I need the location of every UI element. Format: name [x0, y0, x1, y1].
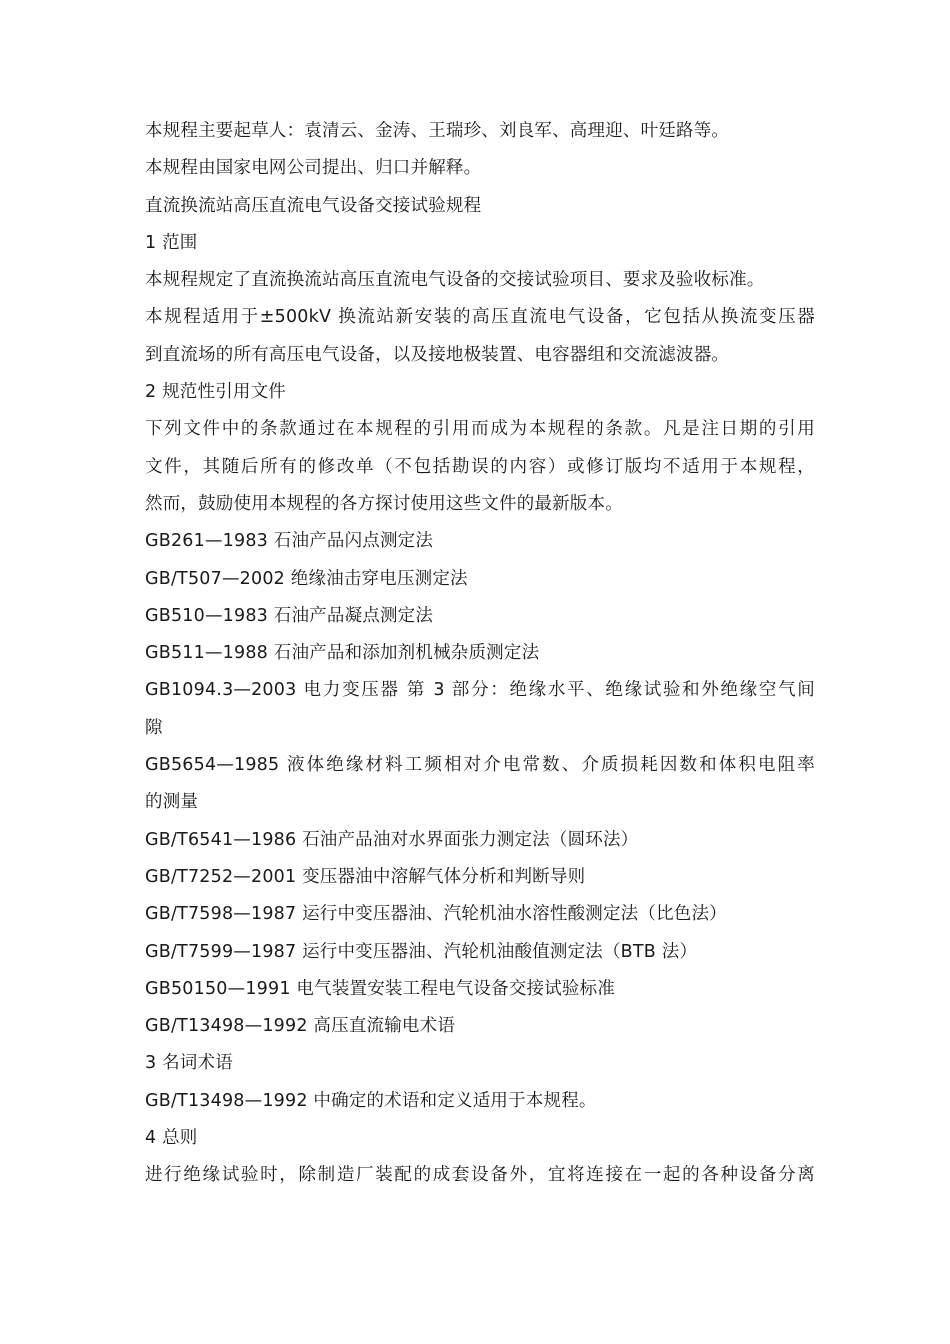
- reference-item-continuation: 隙: [145, 717, 163, 738]
- reference-item: GB5654—1985 液体绝缘材料工频相对介电常数、介质损耗因数和体积电阻率: [145, 755, 815, 776]
- scope-paragraph-line: 本规程适用于±500kV 换流站新安装的高压直流电气设备，它包括从换流变压器: [145, 307, 815, 328]
- general-paragraph-line: 进行绝缘试验时，除制造厂装配的成套设备外，宜将连接在一起的各种设备分离: [145, 1165, 815, 1186]
- reference-item: GB261—1983 石油产品闪点测定法: [145, 531, 434, 552]
- scope-paragraph-line: 到直流场的所有高压电气设备，以及接地极装置、电容器组和交流滤波器。: [145, 344, 730, 365]
- reference-item: GB511—1988 石油产品和添加剂机械杂质测定法: [145, 643, 540, 664]
- drafters-line: 本规程主要起草人：袁清云、金涛、王瑞珍、刘良军、高理迎、叶廷路等。: [145, 121, 730, 141]
- reference-item: GB/T13498—1992 高压直流输电术语: [145, 1016, 456, 1037]
- section-heading-scope: 1 范围: [145, 232, 198, 253]
- section-heading-terms: 3 名词术语: [145, 1053, 233, 1074]
- terms-paragraph-line: GB/T13498—1992 中确定的术语和定义适用于本规程。: [145, 1090, 597, 1111]
- reference-item: GB/T6541—1986 石油产品油对水界面张力测定法（圆环法）: [145, 829, 639, 850]
- scope-paragraph-line: 本规程规定了直流换流站高压直流电气设备的交接试验项目、要求及验收标准。: [145, 270, 765, 291]
- reference-item: GB1094.3—2003 电力变压器 第 3 部分：绝缘水平、绝缘试验和外绝缘空气间: [145, 680, 815, 701]
- reference-item: GB/T507—2002 绝缘油击穿电压测定法: [145, 568, 468, 589]
- reference-item: GB/T7252—2001 变压器油中溶解气体分析和判断导则: [145, 866, 586, 887]
- reference-item: GB/T7599—1987 运行中变压器油、汽轮机油酸值测定法（BTB 法）: [145, 941, 698, 962]
- document-body: [145, 113, 815, 1195]
- reference-item: GB/T7598—1987 运行中变压器油、汽轮机油水溶性酸测定法（比色法）: [145, 904, 727, 925]
- proposer-line: 本规程由国家电网公司提出、归口并解释。: [145, 158, 482, 179]
- document-title: 直流换流站高压直流电气设备交接试验规程: [145, 195, 482, 216]
- section-heading-general: 4 总则: [145, 1128, 198, 1149]
- reference-item-continuation: 的测量: [145, 792, 199, 813]
- references-paragraph-line: 下列文件中的条款通过在本规程的引用而成为本规程的条款。凡是注日期的引用: [145, 419, 815, 440]
- reference-item: GB510—1983 石油产品凝点测定法: [145, 605, 434, 626]
- section-heading-references: 2 规范性引用文件: [145, 382, 286, 403]
- references-paragraph-line: 文件，其随后所有的修改单（不包括勘误的内容）或修订版均不适用于本规程，: [145, 456, 815, 477]
- references-paragraph-line: 然而，鼓励使用本规程的各方探讨使用这些文件的最新版本。: [145, 493, 623, 514]
- reference-item: GB50150—1991 电气装置安装工程电气设备交接试验标准: [145, 978, 616, 999]
